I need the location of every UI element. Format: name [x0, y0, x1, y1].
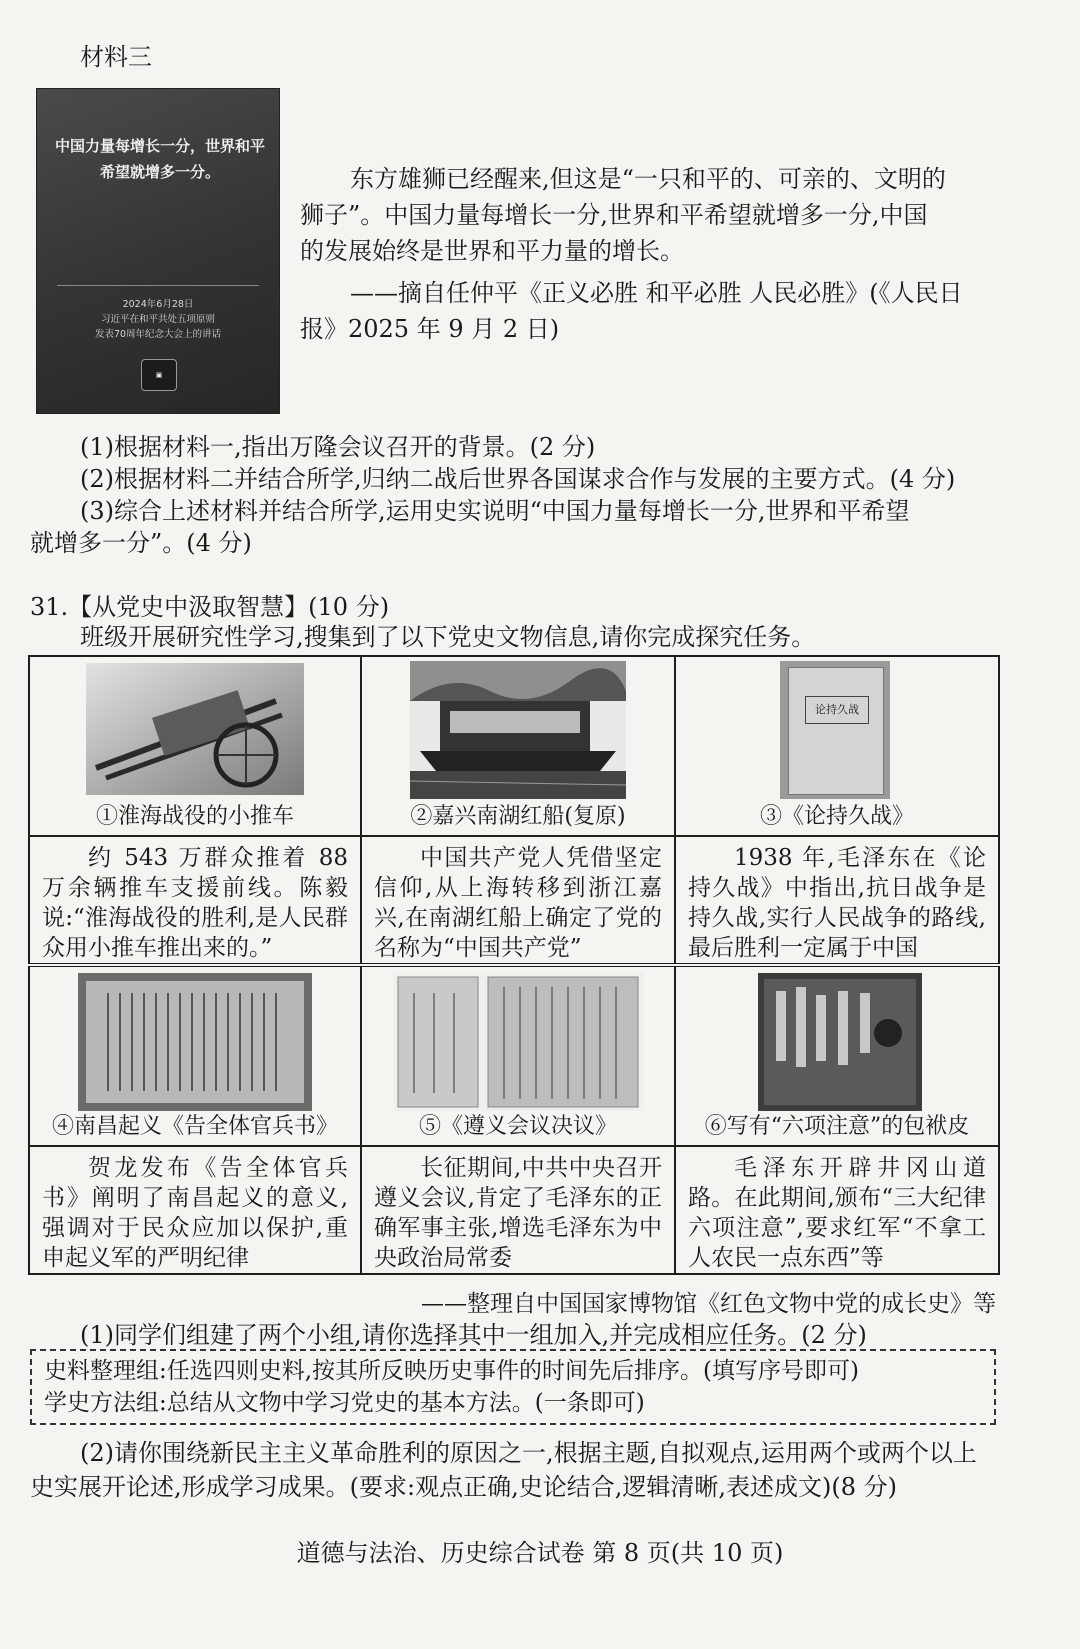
artifact-desc: 毛泽东开辟井冈山道路。在此期间,颁布“三大纪律六项注意”,要求红军“不拿工人农民一点东西”等	[688, 1155, 986, 1271]
artifact-desc-cell	[361, 836, 675, 965]
artifact-caption: ②嘉兴南湖红船(复原)	[410, 804, 626, 829]
page-footer: 道德与法治、历史综合试卷 第 8 页(共 10 页)	[296, 1539, 784, 1567]
artifact-cell	[675, 965, 999, 1146]
material-heading: 材料三	[80, 43, 152, 71]
task-box	[30, 1349, 996, 1425]
proclamation-photo	[78, 973, 312, 1111]
question-intro: 班级开展研究性学习,搜集到了以下党史文物信息,请你完成探究任务。	[80, 623, 816, 651]
material-text-line: 的发展始终是世界和平力量的增长。	[300, 237, 684, 265]
question-text: 就增多一分”。(4 分)	[30, 529, 252, 557]
artifact-desc: 1938 年,毛泽东在《论持久战》中指出,抗日战争是持久战,实行人民战争的路线,最后胜利一定属于中国	[688, 845, 986, 961]
artifact-caption: ⑥写有“六项注意”的包袱皮	[704, 1114, 970, 1139]
wheelbarrow-photo	[86, 663, 304, 795]
artifact-caption: ①淮海战役的小推车	[95, 804, 294, 829]
artifact-cell	[29, 965, 361, 1146]
cloth-wrapper-photo	[758, 973, 922, 1111]
poster-caption: 2024年6月28日 习近平在和平共处五项原则 发表70周年纪念大会上的讲话	[94, 299, 222, 340]
artifact-desc-cell	[29, 1146, 361, 1274]
artifact-caption: ⑤《遵义会议决议》	[418, 1114, 617, 1139]
artifact-cell	[675, 656, 999, 836]
poster-logo-icon: ▣	[141, 359, 177, 391]
artifact-cell	[29, 656, 361, 836]
book-photo	[780, 661, 890, 799]
artifact-cell	[361, 965, 675, 1146]
material-source: ——摘自任仲平《正义必胜 和平必胜 人民必胜》(《人民日	[350, 279, 963, 307]
poster-image	[36, 88, 280, 414]
material-text-line: 东方雄狮已经醒来,但这是“一只和平的、可亲的、文明的	[350, 165, 946, 193]
poster-headline: 中国力量每增长一分，世界和平希望就增多一分。	[54, 137, 265, 181]
artifact-desc: 约 543 万群众推着 88 万余辆推车支援前线。陈毅说:“淮海战役的胜利,是人民群众用小推车推出来的。”	[42, 845, 348, 961]
artifact-desc: 长征期间,中共中央召开遵义会议,肯定了毛泽东的正确军事主张,增选毛泽东为中央政治局常委	[374, 1155, 662, 1271]
artifact-desc-cell	[675, 1146, 999, 1274]
artifact-desc-cell	[361, 1146, 675, 1274]
question-text: (3)综合上述材料并结合所学,运用史实说明“中国力量每增长一分,世界和平希望	[80, 497, 910, 525]
artifact-caption: ③《论持久战》	[759, 804, 914, 829]
artifact-desc-cell	[675, 836, 999, 965]
red-boat-photo	[410, 661, 626, 799]
artifact-desc-cell	[29, 836, 361, 965]
group-option: 学史方法组:总结从文物中学习党史的基本方法。(一条即可)	[44, 1390, 645, 1416]
book-title: 论持久战	[805, 696, 869, 724]
group-option: 史料整理组:任选四则史料,按其所反映历史事件的时间先后排序。(填写序号即可)	[44, 1358, 860, 1384]
artifact-desc: 中国共产党人凭借坚定信仰,从上海转移到浙江嘉兴,在南湖红船上确定了党的名称为“中国共产党”	[374, 845, 662, 961]
question-text: (2)请你围绕新民主主义革命胜利的原因之一,根据主题,自拟观点,运用两个或两个以上	[80, 1439, 977, 1467]
artifact-desc: 贺龙发布《告全体官兵书》阐明了南昌起义的意义,强调对于民众应加以保护,重申起义军的严明纪律	[42, 1155, 348, 1271]
artifact-cell	[361, 656, 675, 836]
question-text: (2)根据材料二并结合所学,归纳二战后世界各国谋求合作与发展的主要方式。(4 分)	[80, 465, 956, 493]
artifact-caption: ④南昌起义《告全体官兵书》	[51, 1114, 338, 1139]
question-text: (1)根据材料一,指出万隆会议召开的背景。(2 分)	[80, 433, 596, 461]
question-title: 31.【从党史中汲取智慧】(10 分)	[30, 593, 390, 621]
question-text: 史实展开论述,形成学习成果。(要求:观点正确,史论结合,逻辑清晰,表述成文)(8 分)	[30, 1473, 897, 1501]
zunyi-document-photo	[394, 973, 644, 1111]
artifact-table	[28, 655, 1000, 1275]
poster-divider	[57, 285, 259, 286]
material-text-line: 狮子”。中国力量每增长一分,世界和平希望就增多一分,中国	[300, 201, 928, 229]
material-source: 报》2025 年 9 月 2 日)	[300, 315, 560, 343]
question-text: (1)同学们组建了两个小组,请你选择其中一组加入,并完成相应任务。(2 分)	[80, 1321, 867, 1349]
table-source: ——整理自中国国家博物馆《红色文物中党的成长史》等	[421, 1291, 996, 1317]
